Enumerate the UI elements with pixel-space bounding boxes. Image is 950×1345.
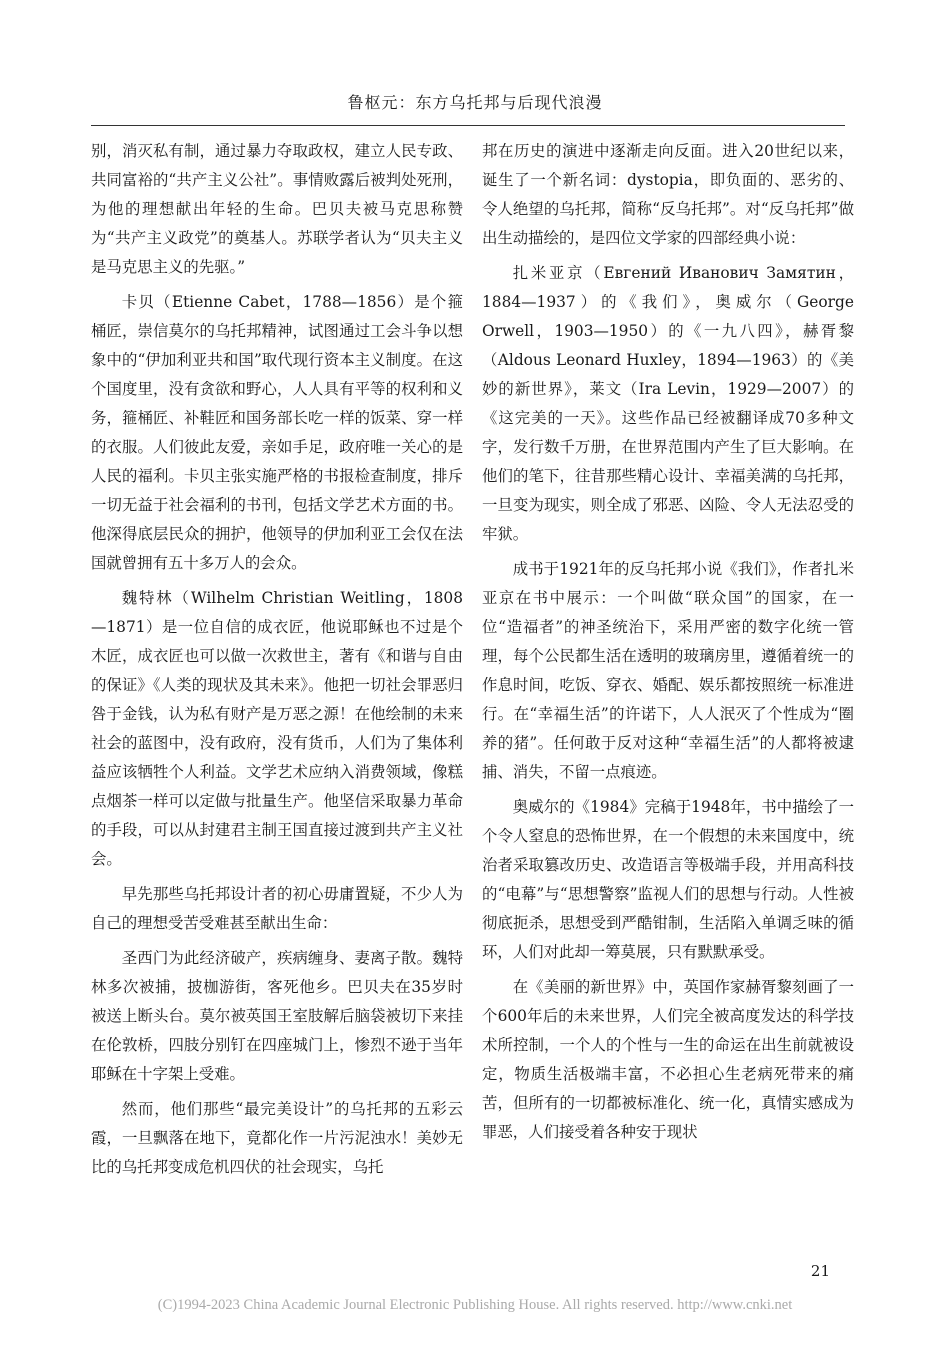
paragraph: 早先那些乌托邦设计者的初心毋庸置疑，不少人为自己的理想受苦受难甚至献出生命： — [91, 885, 463, 932]
paragraph: 然而，他们那些“最完美设计”的乌托邦的五彩云霞，一旦飘落在地下，竟都化作一片污泥浊水！美妙无比的乌托邦变成危机四伏的社会现实，乌托 — [91, 1100, 463, 1176]
paragraph: 圣西门为此经济破产，疾病缠身、妻离子散。魏特林多次被捕，披枷游街，客死他乡。巴贝夫在35岁时被送上断头台。莫尔被英国王室肢解后脑袋被切下来挂在伦敦桥，四肢分别钉在四座城门上，惨烈不逊于当年耶稣在十字架上受难。 — [91, 949, 463, 1083]
paragraph: 成书于1921年的反乌托邦小说《我们》，作者扎米亚京在书中展示：一个叫做“联众国”的国家，在一位“造福者”的神圣统治下，采用严密的数字化统一管理，每个公民都生活在透明的玻璃房里，遵循着统一的作息时间，吃饭、穿衣、婚配、娱乐都按照统一标准进行。在“幸福生活”的许诺下，人人泯灭了个性成为“圈养的猪”。任何敢于反对这种“幸福生活”的人都将被逮捕、消失，不留一点痕迹。 — [482, 560, 854, 781]
paragraph: 在《美丽的新世界》中，英国作家赫胥黎刻画了一个600年后的未来世界，人们完全被高度发达的科学技术所控制，一个人的个性与一生的命运在出生前就被设定，物质生活极端丰富，不必担心生老病死带来的痛苦，但所有的一切都被标准化、统一化，真情实感成为罪恶，人们接受着各种安于现状 — [482, 978, 854, 1141]
paragraph: 邦在历史的演进中逐渐走向反面。进入20世纪以来，诞生了一个新名词：dystopia，即负面的、恶劣的、令人绝望的乌托邦，简称“反乌托邦”。对“反乌托邦”做出生动描绘的，是四位文学家的四部经典小说： — [482, 142, 854, 247]
paragraph: 卡贝（Etienne Cabet，1788—1856）是个箍桶匠，崇信莫尔的乌托邦精神，试图通过工会斗争以想象中的“伊加利亚共和国”取代现行资本主义制度。在这个国度里，没有贪欲和野心，人人具有平等的权利和义务，箍桶匠、补鞋匠和国务部长吃一样的饭菜、穿一样的衣服。人们彼此友爱，亲如手足，政府唯一关心的是人民的福利。卡贝主张实施严格的书报检查制度，排斥一切无益于社会福利的书刊，包括文学艺术方面的书。他深得底层民众的拥护，他领导的伊加利亚工会仅在法国就曾拥有五十多万人的会众。 — [91, 293, 463, 572]
header-rule — [91, 125, 845, 126]
paragraph: 扎米亚京（Евгений Иванович Замятин，1884—1937）的《我们》，奥威尔（George Orwell，1903—1950）的《一九八四》，赫胥黎（Aldous Leonard Huxley，1894—1963）的《美妙的新世界》，莱文（Ira Levin，1929—2007）的《这完美的一天》。这些作品已经被翻译成70多种文字，发行数千万册，在世界范围内产生了巨大影响。在他们的笔下，往昔那些精心设计、幸福美满的乌托邦，一旦变为现实，则全成了邪恶、凶险、令人无法忍受的牢狱。 — [482, 264, 854, 543]
right-column — [482, 137, 854, 1153]
paragraph: 别，消灭私有制，通过暴力夺取政权，建立人民专政、共同富裕的“共产主义公社”。事情败露后被判处死刑，为他的理想献出年轻的生命。巴贝夫被马克思称赞为“共产主义政党”的奠基人。苏联学者认为“贝夫主义是马克思主义的先驱。” — [91, 142, 463, 276]
page-number: 21 — [810, 1262, 830, 1280]
paragraph: 魏特林（Wilhelm Christian Weitling，1808—1871）是一位自信的成衣匠，他说耶稣也不过是个木匠，成衣匠也可以做一次救世主，著有《和谐与自由的保证》《人类的现状及其未来》。他把一切社会罪恶归咎于金钱，认为私有财产是万恶之源！在他绘制的未来社会的蓝图中，没有政府，没有货币，人们为了集体利益应该牺牲个人利益。文学艺术应纳入消费领域，像糕点烟茶一样可以定做与批量生产。他坚信采取暴力革命的手段，可以从封建君主制王国直接过渡到共产主义社会。 — [91, 589, 463, 868]
left-column — [91, 137, 463, 1188]
running-header: 鲁枢元：东方乌托邦与后现代浪漫 — [347, 93, 603, 112]
paragraph: 奥威尔的《1984》完稿于1948年，书中描绘了一个令人窒息的恐怖世界，在一个假想的未来国度中，统治者采取篡改历史、改造语言等极端手段，并用高科技的“电幕”与“思想警察”监视人们的思想与行动。人性被彻底扼杀，思想受到严酷钳制，生活陷入单调乏味的循环，人们对此却一筹莫展，只有默默承受。 — [482, 798, 854, 961]
copyright-footer: (C)1994-2023 China Academic Journal Electronic Publishing House. All rights reserved. http://www.cnki.net — [157, 1297, 793, 1313]
